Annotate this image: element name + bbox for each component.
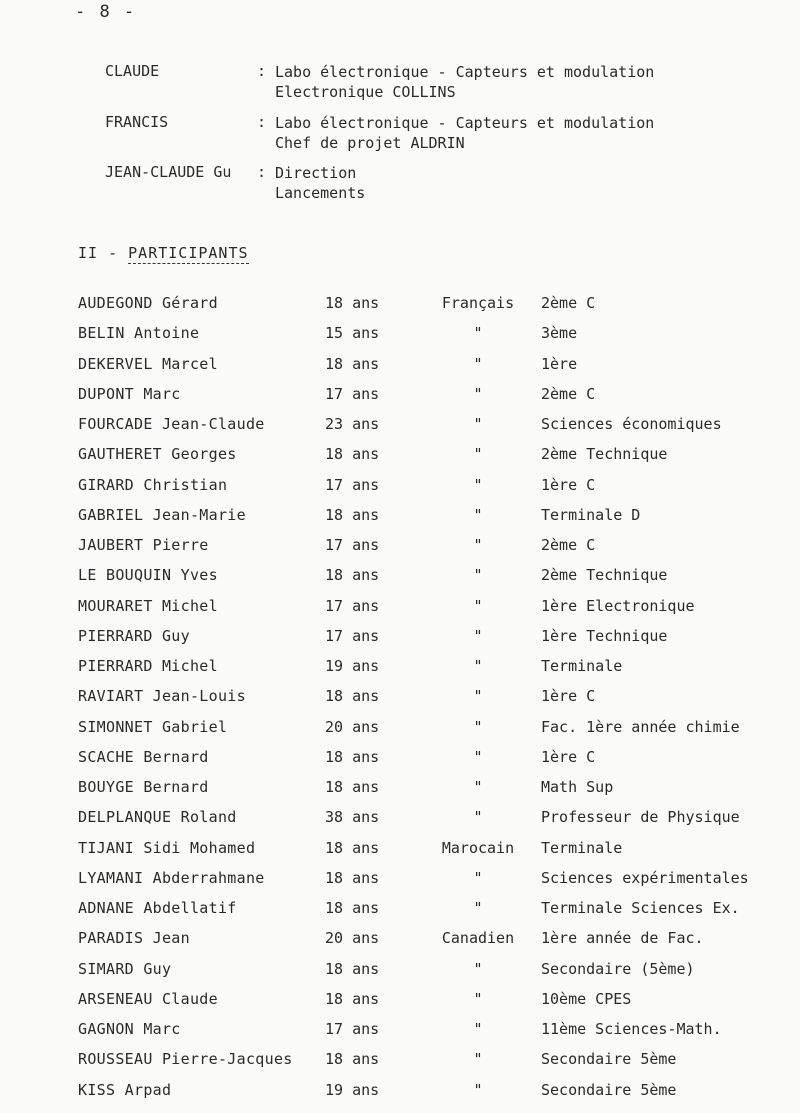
participant-row [0, 294, 800, 316]
participant-row [0, 627, 800, 649]
participant-row [0, 385, 800, 407]
participant-name: PIERRARD Michel [78, 657, 218, 675]
participant-row [0, 960, 800, 982]
participant-row [0, 687, 800, 709]
participant-name: DEKERVEL Marcel [78, 355, 218, 373]
participant-nationality: " [473, 687, 483, 705]
participant-name: JAUBERT Pierre [78, 536, 209, 554]
staff-roles [275, 62, 654, 102]
participant-row [0, 536, 800, 558]
page-number: - 8 - [75, 2, 137, 22]
participant-level: Sciences économiques [541, 415, 722, 433]
participant-level: Terminale Sciences Ex. [541, 899, 740, 917]
participant-name: BELIN Antoine [78, 324, 200, 342]
participant-level: 1ère C [541, 476, 596, 494]
participant-age: 17 ans [325, 476, 380, 494]
participant-level: Terminale [541, 657, 623, 675]
participant-row [0, 324, 800, 346]
participant-row [0, 748, 800, 770]
participant-name: SCACHE Bernard [78, 748, 209, 766]
participant-age: 17 ans [325, 385, 380, 403]
participant-name: BOUYGE Bernard [78, 778, 209, 796]
participant-age: 23 ans [325, 415, 380, 433]
participant-age: 18 ans [325, 445, 380, 463]
staff-name: JEAN-CLAUDE Gu [105, 163, 232, 181]
participant-row [0, 718, 800, 740]
section-number: II - [78, 244, 119, 262]
participant-age: 18 ans [325, 1050, 380, 1068]
participant-name: GAGNON Marc [78, 1020, 181, 1038]
participant-nationality: " [473, 415, 483, 433]
participant-name: DELPLANQUE Roland [78, 808, 237, 826]
participant-nationality: " [473, 899, 483, 917]
staff-roles [275, 163, 365, 203]
participant-row [0, 778, 800, 800]
participant-row [0, 839, 800, 861]
participant-level: Terminale D [541, 506, 641, 524]
participant-nationality: " [473, 869, 483, 887]
participant-level: Math Sup [541, 778, 614, 796]
staff-name: FRANCIS [105, 113, 169, 131]
participant-level: 3ème [541, 324, 578, 342]
participant-age: 18 ans [325, 960, 380, 978]
participant-name: FOURCADE Jean-Claude [78, 415, 265, 433]
participant-nationality: " [473, 960, 483, 978]
participant-nationality: " [473, 1081, 483, 1099]
participant-age: 38 ans [325, 808, 380, 826]
participant-age: 18 ans [325, 506, 380, 524]
participant-level: 2ème C [541, 294, 596, 312]
participant-name: SIMARD Guy [78, 960, 172, 978]
participant-row [0, 869, 800, 891]
participant-name: GAUTHERET Georges [78, 445, 237, 463]
participant-name: LE BOUQUIN Yves [78, 566, 218, 584]
participant-age: 17 ans [325, 536, 380, 554]
participant-name: ROUSSEAU Pierre-Jacques [78, 1050, 293, 1068]
participant-row [0, 929, 800, 951]
participant-age: 18 ans [325, 899, 380, 917]
participant-nationality: " [473, 597, 483, 615]
staff-role-line: Electronique COLLINS [275, 83, 456, 101]
staff-colon: : [257, 113, 267, 131]
staff-name: CLAUDE [105, 62, 160, 80]
participant-nationality: " [473, 1020, 483, 1038]
participant-nationality: " [473, 1050, 483, 1068]
participant-nationality: " [473, 566, 483, 584]
participant-level: 1ère C [541, 687, 596, 705]
participant-level: Secondaire 5ème [541, 1050, 677, 1068]
participant-age: 18 ans [325, 294, 380, 312]
participant-nationality: " [473, 627, 483, 645]
participant-level: Sciences expérimentales [541, 869, 749, 887]
participant-level: 1ère Electronique [541, 597, 695, 615]
participant-row [0, 808, 800, 830]
participant-level: 1ère Technique [541, 627, 668, 645]
participant-age: 18 ans [325, 778, 380, 796]
participant-age: 18 ans [325, 355, 380, 373]
participant-age: 17 ans [325, 627, 380, 645]
participant-age: 18 ans [325, 839, 380, 857]
participant-name: SIMONNET Gabriel [78, 718, 228, 736]
participant-row [0, 355, 800, 377]
participant-nationality: " [473, 718, 483, 736]
participant-row [0, 597, 800, 619]
participant-name: DUPONT Marc [78, 385, 181, 403]
participant-name: PIERRARD Guy [78, 627, 190, 645]
participant-row [0, 445, 800, 467]
participant-level: 10ème CPES [541, 990, 632, 1008]
participant-age: 18 ans [325, 990, 380, 1008]
participant-age: 17 ans [325, 597, 380, 615]
participant-nationality: " [473, 990, 483, 1008]
participant-row [0, 476, 800, 498]
participant-name: RAVIART Jean-Louis [78, 687, 246, 705]
staff-role-line: Labo électronique - Capteurs et modulation [275, 63, 655, 81]
participant-row [0, 415, 800, 437]
participant-level: Terminale [541, 839, 623, 857]
participant-level: 1ère année de Fac. [541, 929, 704, 947]
participant-nationality: " [473, 748, 483, 766]
staff-roles [275, 113, 654, 153]
staff-role-line: Direction [275, 164, 357, 182]
participant-nationality: " [473, 506, 483, 524]
participant-name: MOURARET Michel [78, 597, 218, 615]
participant-row [0, 1050, 800, 1072]
participant-name: GIRARD Christian [78, 476, 228, 494]
staff-colon: : [257, 62, 267, 80]
participant-level: Fac. 1ère année chimie [541, 718, 740, 736]
participant-nationality: " [473, 445, 483, 463]
participant-age: 20 ans [325, 718, 380, 736]
participant-age: 18 ans [325, 869, 380, 887]
participant-row [0, 990, 800, 1012]
participant-age: 20 ans [325, 929, 380, 947]
section-heading [78, 244, 249, 262]
participant-age: 17 ans [325, 1020, 380, 1038]
participant-nationality: " [473, 324, 483, 342]
participant-row [0, 1020, 800, 1042]
participant-nationality: Marocain [441, 839, 515, 857]
participant-level: 1ère C [541, 748, 596, 766]
participant-age: 19 ans [325, 1081, 380, 1099]
section-title: PARTICIPANTS [128, 244, 249, 262]
participant-age: 15 ans [325, 324, 380, 342]
participant-name: ADNANE Abdellatif [78, 899, 237, 917]
participant-name: LYAMANI Abderrahmane [78, 869, 265, 887]
participant-nationality: " [473, 385, 483, 403]
participant-row [0, 506, 800, 528]
staff-role-line: Labo électronique - Capteurs et modulation [275, 114, 655, 132]
participant-level: 11ème Sciences-Math. [541, 1020, 722, 1038]
participant-row [0, 657, 800, 679]
participant-level: Secondaire (5ème) [541, 960, 695, 978]
participant-nationality: " [473, 657, 483, 675]
participant-level: 1ère [541, 355, 578, 373]
staff-colon: : [257, 163, 267, 181]
participant-nationality: " [473, 476, 483, 494]
participant-nationality: " [473, 536, 483, 554]
staff-role-line: Lancements [275, 184, 366, 202]
participant-nationality: Canadien [441, 929, 515, 947]
participant-name: TIJANI Sidi Mohamed [78, 839, 256, 857]
participant-level: Professeur de Physique [541, 808, 740, 826]
participant-age: 18 ans [325, 687, 380, 705]
participant-name: AUDEGOND Gérard [78, 294, 218, 312]
participant-level: 2ème C [541, 536, 596, 554]
participant-level: Secondaire 5ème [541, 1081, 677, 1099]
participant-level: 2ème Technique [541, 566, 668, 584]
participant-row [0, 899, 800, 921]
participant-row [0, 1081, 800, 1103]
participant-level: 2ème C [541, 385, 596, 403]
participant-nationality: " [473, 808, 483, 826]
participant-name: ARSENEAU Claude [78, 990, 218, 1008]
participant-nationality: Français [441, 294, 515, 312]
participant-age: 18 ans [325, 566, 380, 584]
participant-age: 18 ans [325, 748, 380, 766]
participant-nationality: " [473, 355, 483, 373]
participant-name: KISS Arpad [78, 1081, 172, 1099]
participant-nationality: " [473, 778, 483, 796]
staff-role-line: Chef de projet ALDRIN [275, 134, 465, 152]
participant-name: PARADIS Jean [78, 929, 190, 947]
participant-row [0, 566, 800, 588]
participant-level: 2ème Technique [541, 445, 668, 463]
participant-age: 19 ans [325, 657, 380, 675]
participant-name: GABRIEL Jean-Marie [78, 506, 246, 524]
